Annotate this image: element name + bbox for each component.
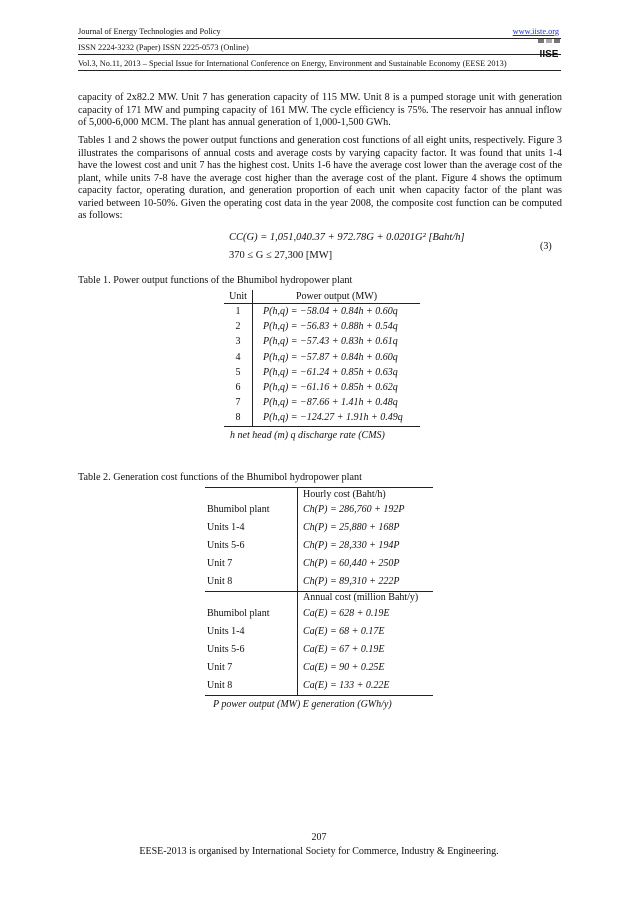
header-rule-3 xyxy=(78,70,561,71)
table2-caption: Table 2. Generation cost functions of the Bhumibol hydropower plant xyxy=(78,472,362,483)
table2-label-cell: Bhumibol plant xyxy=(205,500,298,518)
table2-label-cell: Unit 8 xyxy=(205,573,298,592)
table1-function-cell: P(h,q) = −57.43 + 0.83h + 0.61q xyxy=(263,336,398,348)
table-row xyxy=(205,518,433,536)
table-row xyxy=(205,677,433,696)
table2-function-cell: Ch(P) = 28,330 + 194P xyxy=(303,539,400,551)
table2-label-cell: Units 1-4 xyxy=(205,518,298,536)
table-row xyxy=(205,622,433,640)
table2-function-cell: Ca(E) = 68 + 0.17E xyxy=(303,625,385,637)
table2-label-cell: Unit 7 xyxy=(205,555,298,573)
table2-function-cell: Ch(P) = 89,310 + 222P xyxy=(303,576,400,588)
table2-generation-cost xyxy=(205,487,433,714)
table1-function-cell: P(h,q) = −58.04 + 0.84h + 0.60q xyxy=(263,306,398,318)
table2-annual-header: Annual cost (million Baht/y) xyxy=(298,591,434,604)
table-row xyxy=(224,380,420,395)
table2-label-cell: Units 1-4 xyxy=(205,622,298,640)
table2-annual-header-row xyxy=(205,591,433,604)
table2-label-cell: Bhumibol plant xyxy=(205,604,298,622)
table1-caption: Table 1. Power output functions of the Bhumibol hydropower plant xyxy=(78,275,353,286)
table1-header-unit: Unit xyxy=(224,290,253,304)
table2-note: P power output (MW) E generation (GWh/y) xyxy=(205,695,433,714)
table2-label-cell: Units 5-6 xyxy=(205,640,298,658)
table-row xyxy=(205,573,433,592)
table1-function-cell: P(h,q) = −61.16 + 0.85h + 0.62q xyxy=(263,382,398,394)
table2-function-cell: Ca(E) = 90 + 0.25E xyxy=(303,662,385,674)
table2-hourly-header-row xyxy=(205,488,433,501)
table1-function-cell: P(h,q) = −87.66 + 1.41h + 0.48q xyxy=(263,397,398,409)
table1-function-cell: P(h,q) = −57.87 + 0.84h + 0.60q xyxy=(263,351,398,363)
issn-line: ISSN 2224-3232 (Paper) ISSN 2225-0573 (Online) xyxy=(78,43,249,52)
table1-unit-cell: 3 xyxy=(224,334,253,349)
table-row xyxy=(205,659,433,677)
table1-power-output xyxy=(224,290,420,444)
table1-header-row xyxy=(224,290,420,304)
table1-header-power: Power output (MW) xyxy=(253,290,421,304)
table2-function-cell: Ca(E) = 67 + 0.19E xyxy=(303,643,385,655)
table1-unit-cell: 7 xyxy=(224,395,253,410)
paragraph-plant-capacity: capacity of 2x82.2 MW. Unit 7 has generation capacity of 115 MW. Unit 8 is a pumped storage unit with generation capacity of 171 MW and pumping capacity of 161 MW. The cycle efficiency is 75%. The reservoir has annual inflow of 5,000-6,000 MCM. The plant has annual generation of 1,000-1,500 GWh. xyxy=(78,92,562,128)
table1-function-cell: P(h,q) = −61.24 + 0.85h + 0.63q xyxy=(263,366,398,378)
table1-note: h net head (m) q discharge rate (CMS) xyxy=(224,426,420,444)
table-row xyxy=(205,640,433,658)
table1-function-cell: P(h,q) = −56.83 + 0.88h + 0.54q xyxy=(263,321,398,333)
volume-line: Vol.3, No.11, 2013 – Special Issue for International Conference on Energy, Environment and Sustainable Economy (EESE 2013) xyxy=(78,59,507,68)
table-row xyxy=(205,555,433,573)
table2-label-cell: Unit 8 xyxy=(205,677,298,696)
table2-function-cell: Ca(E) = 133 + 0.22E xyxy=(303,680,390,692)
page-number: 207 xyxy=(311,832,327,843)
table2-empty-cell xyxy=(205,488,298,501)
table-row xyxy=(224,410,420,426)
equation-constraint: 370 ≤ G ≤ 27,300 [MW] xyxy=(229,250,333,261)
table1-unit-cell: 4 xyxy=(224,350,253,365)
table2-function-cell: Ch(P) = 60,440 + 250P xyxy=(303,558,400,570)
table2-function-cell: Ch(P) = 25,880 + 168P xyxy=(303,521,400,533)
paragraph-cost-analysis: Tables 1 and 2 shows the power output functions and generation cost functions of all eight units, respectively. Figure 3 illustrates the comparisons of annual costs and average costs by varying capacity factor. It was found that units 1-4 have the lowest cost and unit 7 has the highest cost. Units 1-6 have the average cost lower than the average cost of the plant, while units 7-8 have the average cost higher than the average cost of the plant. Figure 4 shows the optimum capacity factor, operating duration, and generation proportion of each unit when capacity factor of the plant was varied between 10-50%. Given the operating cost data in the year 2008, the composite cost function can be computed as follows: xyxy=(78,135,562,221)
table1-unit-cell: 6 xyxy=(224,380,253,395)
table-row xyxy=(224,365,420,380)
table-row xyxy=(205,500,433,518)
table2-note-row xyxy=(205,695,433,714)
table-row xyxy=(224,334,420,349)
table1-function-cell: P(h,q) = −124.27 + 1.91h + 0.49q xyxy=(263,412,403,424)
table2-function-cell: Ch(P) = 286,760 + 192P xyxy=(303,503,405,515)
table1-unit-cell: 1 xyxy=(224,304,253,320)
journal-url-link[interactable]: www.iiste.org xyxy=(512,27,559,36)
logo-text: IISE xyxy=(539,49,559,60)
header-rule-1 xyxy=(78,38,561,39)
table-row xyxy=(205,604,433,622)
table1-unit-cell: 2 xyxy=(224,319,253,334)
journal-title: Journal of Energy Technologies and Policy xyxy=(78,27,221,36)
table1-unit-cell: 8 xyxy=(224,410,253,426)
table-row xyxy=(205,536,433,554)
table2-empty-cell xyxy=(205,591,298,604)
table-row xyxy=(224,304,420,320)
table1-unit-cell: 5 xyxy=(224,365,253,380)
table-row xyxy=(224,350,420,365)
table-row xyxy=(224,319,420,334)
table2-hourly-header: Hourly cost (Baht/h) xyxy=(303,488,386,500)
table-row xyxy=(224,395,420,410)
footer-organiser: EESE-2013 is organised by International Society for Commerce, Industry & Engineering. xyxy=(139,846,499,857)
iiste-logo xyxy=(536,38,562,60)
table1-note-row xyxy=(224,426,420,444)
table2-label-cell: Unit 7 xyxy=(205,659,298,677)
equation-cost-function: CC(G) = 1,051,040.37 + 972.78G + 0.0201G² [Baht/h] xyxy=(229,232,465,243)
table2-label-cell: Units 5-6 xyxy=(205,536,298,554)
header-rule-2 xyxy=(78,54,561,55)
table2-function-cell: Ca(E) = 628 + 0.19E xyxy=(303,607,390,619)
equation-number: (3) xyxy=(540,241,552,252)
